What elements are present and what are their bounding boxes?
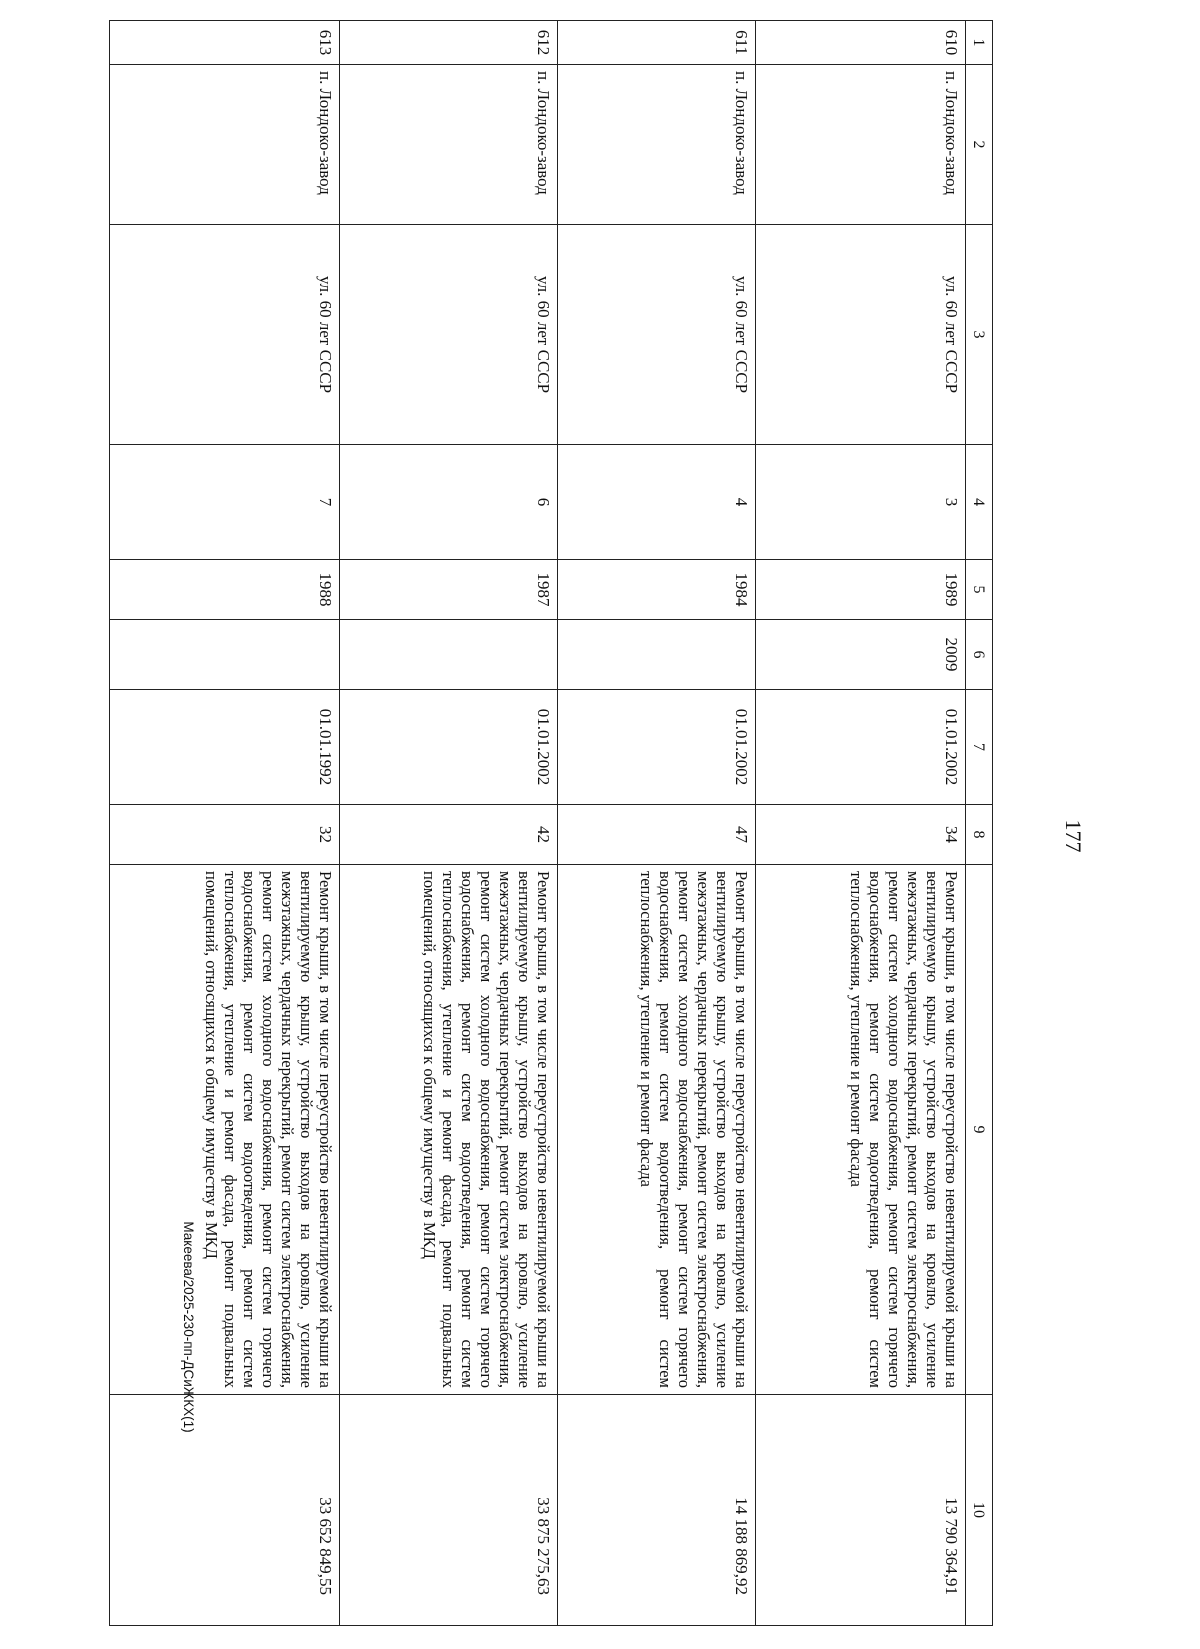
header-cell: 1 <box>966 21 993 65</box>
street-cell: ул. 60 лет СССР <box>756 225 966 445</box>
locality-cell: п. Лондоко-завод <box>110 65 340 225</box>
document-footer: Макеева/2025-230-пп-ДСиЖКХ(1) <box>181 1221 196 1433</box>
house-cell: 6 <box>340 445 558 560</box>
col8-cell: 34 <box>756 805 966 865</box>
date-cell: 01.01.2002 <box>340 690 558 805</box>
house-cell: 7 <box>110 445 340 560</box>
col8-cell: 32 <box>110 805 340 865</box>
row-number: 610 <box>756 21 966 65</box>
works-cell: Ремонт крыши, в том числе переустройство невентилируемой крыши на вентилируемую крышу, устройство выходов на кровлю, усиление межэтажных, чердачных перекрытий, ремонт систем электроснабжения, ремонт систем холодного водоснабжения, ремонт систем горячего водоснабжения, ремонт систем водоотведения, ремонт систем теплоснабжения, утепление и ремонт фасада, ремонт подвальных помещений, относящихся к общему имуществу в МКД <box>110 865 340 1395</box>
table-row <box>340 21 558 1626</box>
works-cell: Ремонт крыши, в том числе переустройство невентилируемой крыши на вентилируемую крышу, устройство выходов на кровлю, усиление межэтажных, чердачных перекрытий, ремонт систем электроснабжения, ремонт систем холодного водоснабжения, ремонт систем горячего водоснабжения, ремонт систем водоотведения, ремонт систем теплоснабжения, утепление и ремонт фасада, ремонт подвальных помещений, относящихся к общему имуществу в МКД <box>340 865 558 1395</box>
col8-cell: 47 <box>558 805 756 865</box>
row-number: 612 <box>340 21 558 65</box>
header-cell: 8 <box>966 805 993 865</box>
table-row <box>756 21 966 1626</box>
works-cell: Ремонт крыши, в том числе переустройство невентилируемой крыши на вентилируемую крышу, устройство выходов на кровлю, усиление межэтажных, чердачных перекрытий, ремонт систем электроснабжения, ремонт систем холодного водоснабжения, ремонт систем горячего водоснабжения, ремонт систем водоотведения, ремонт систем теплоснабжения, утепление и ремонт фасада <box>558 865 756 1395</box>
header-cell: 3 <box>966 225 993 445</box>
street-cell: ул. 60 лет СССР <box>110 225 340 445</box>
date-cell: 01.01.1992 <box>110 690 340 805</box>
table-row <box>110 21 340 1626</box>
year-cell: 1984 <box>558 560 756 620</box>
locality-cell: п. Лондоко-завод <box>340 65 558 225</box>
year-cell: 1987 <box>340 560 558 620</box>
street-cell: ул. 60 лет СССР <box>340 225 558 445</box>
col6-cell <box>558 620 756 690</box>
date-cell: 01.01.2002 <box>558 690 756 805</box>
row-number: 613 <box>110 21 340 65</box>
house-cell: 3 <box>756 445 966 560</box>
row-number: 611 <box>558 21 756 65</box>
street-cell: ул. 60 лет СССР <box>558 225 756 445</box>
col6-cell: 2009 <box>756 620 966 690</box>
year-cell: 1988 <box>110 560 340 620</box>
locality-cell: п. Лондоко-завод <box>756 65 966 225</box>
col6-cell <box>110 620 340 690</box>
col8-cell: 42 <box>340 805 558 865</box>
table-row <box>558 21 756 1626</box>
table-container <box>113 20 993 1625</box>
cost-cell: 13 790 364,91 <box>756 1395 966 1626</box>
cost-cell: 33 875 275,63 <box>340 1395 558 1626</box>
header-row <box>966 21 993 1626</box>
header-cell: 5 <box>966 560 993 620</box>
repair-schedule-table <box>109 20 993 1626</box>
header-cell: 10 <box>966 1395 993 1626</box>
date-cell: 01.01.2002 <box>756 690 966 805</box>
house-cell: 4 <box>558 445 756 560</box>
page-number: 177 <box>1061 819 1086 853</box>
cost-cell: 14 188 869,92 <box>558 1395 756 1626</box>
header-cell: 2 <box>966 65 993 225</box>
col6-cell <box>340 620 558 690</box>
locality-cell: п. Лондоко-завод <box>558 65 756 225</box>
year-cell: 1989 <box>756 560 966 620</box>
header-cell: 4 <box>966 445 993 560</box>
header-cell: 9 <box>966 865 993 1395</box>
works-cell: Ремонт крыши, в том числе переустройство невентилируемой крыши на вентилируемую крышу, устройство выходов на кровлю, усиление межэтажных, чердачных перекрытий, ремонт систем электроснабжения, ремонт систем холодного водоснабжения, ремонт систем горячего водоснабжения, ремонт систем водоотведения, ремонт систем теплоснабжения, утепление и ремонт фасада <box>756 865 966 1395</box>
header-cell: 7 <box>966 690 993 805</box>
cost-cell: 33 652 849,55 <box>110 1395 340 1626</box>
header-cell: 6 <box>966 620 993 690</box>
